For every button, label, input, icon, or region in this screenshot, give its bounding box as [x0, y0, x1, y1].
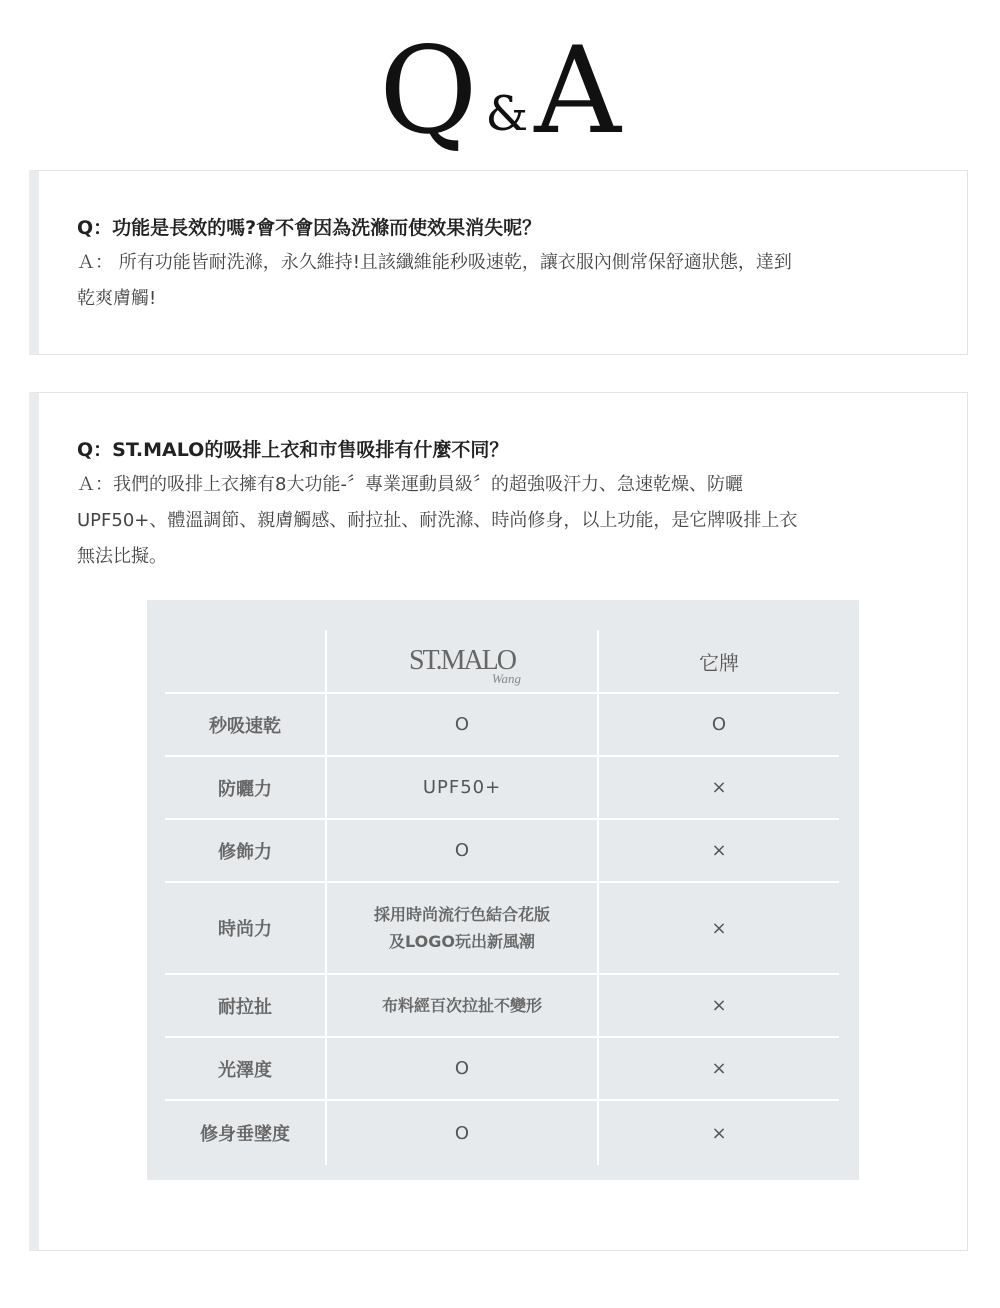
qa-logo	[0, 22, 1000, 161]
table-row	[165, 757, 839, 820]
answer-1-line: 乾爽膚觸!	[77, 288, 157, 309]
feature-cell: 秒吸速乾	[165, 694, 327, 755]
header-empty-cell	[165, 630, 327, 692]
table-row	[165, 1038, 839, 1101]
answer-2	[77, 467, 927, 575]
answer-1	[77, 245, 927, 317]
table-row	[165, 820, 839, 883]
feature-cell: 光澤度	[165, 1038, 327, 1099]
other-cell: ×	[711, 840, 727, 861]
header-other-brand: 它牌	[699, 650, 739, 675]
feature-cell: 修飾力	[165, 820, 327, 881]
other-cell: ×	[711, 1122, 727, 1144]
feature-cell: 防曬力	[165, 757, 327, 818]
question-1: Q：功能是長效的嗎?會不會因為洗滌而使效果消失呢？	[77, 217, 542, 239]
feature-cell: 修身垂墜度	[165, 1101, 327, 1165]
comparison-table	[147, 600, 859, 1180]
answer-2-line: 無法比擬。	[77, 546, 167, 567]
other-cell: ×	[711, 917, 727, 939]
logo-a: A	[534, 22, 621, 161]
qa-card-1	[29, 170, 968, 355]
table-row	[165, 694, 839, 757]
other-cell: ×	[711, 995, 727, 1016]
comparison-grid	[165, 630, 839, 1165]
stmalo-logo-script: Wang	[491, 671, 522, 686]
feature-cell: 耐拉扯	[165, 975, 327, 1036]
feature-cell: 時尚力	[165, 883, 327, 973]
stmalo-cell-line: 及LOGO玩出新風潮	[389, 932, 535, 951]
table-header-row	[165, 630, 839, 694]
logo-q: Q	[379, 22, 478, 161]
other-cell: ×	[711, 777, 727, 798]
table-row	[165, 1101, 839, 1165]
header-brand-cell	[327, 630, 599, 692]
stmalo-logo	[408, 645, 522, 686]
answer-1-line: Ａ： 所有功能皆耐洗滌，永久維持!且該纖維能秒吸速乾，讓衣服內側常保舒適狀態，達到	[77, 252, 792, 273]
stmalo-cell-line: 採用時尚流行色結合花版	[373, 905, 550, 924]
logo-ampersand: &	[485, 86, 529, 142]
table-row	[165, 975, 839, 1038]
other-cell: ×	[711, 1058, 727, 1079]
stmalo-cell: 布料經百次拉扯不變形	[327, 975, 599, 1036]
table-row	[165, 883, 839, 975]
answer-2-line: UPF50+、體溫調節、親膚觸感、耐拉扯、耐洗滌、時尚修身，以上功能，是它牌吸排上衣	[77, 510, 798, 531]
stmalo-cell: O	[327, 1101, 599, 1165]
stmalo-cell: UPF50+	[327, 757, 599, 818]
stmalo-cell: O	[327, 694, 599, 755]
stmalo-cell: O	[327, 820, 599, 881]
stmalo-logo-text: ST.MALO	[408, 645, 516, 676]
other-cell: O	[711, 714, 727, 735]
answer-2-line: Ａ：我們的吸排上衣擁有8大功能-〞專業運動員級〞的超強吸汗力、急速乾燥、防曬	[77, 474, 743, 495]
question-2: Q：ST.MALO的吸排上衣和市售吸排有什麼不同？	[77, 439, 509, 461]
stmalo-cell: O	[327, 1038, 599, 1099]
qa-card-2	[29, 392, 968, 1251]
stmalo-cell	[327, 883, 599, 973]
